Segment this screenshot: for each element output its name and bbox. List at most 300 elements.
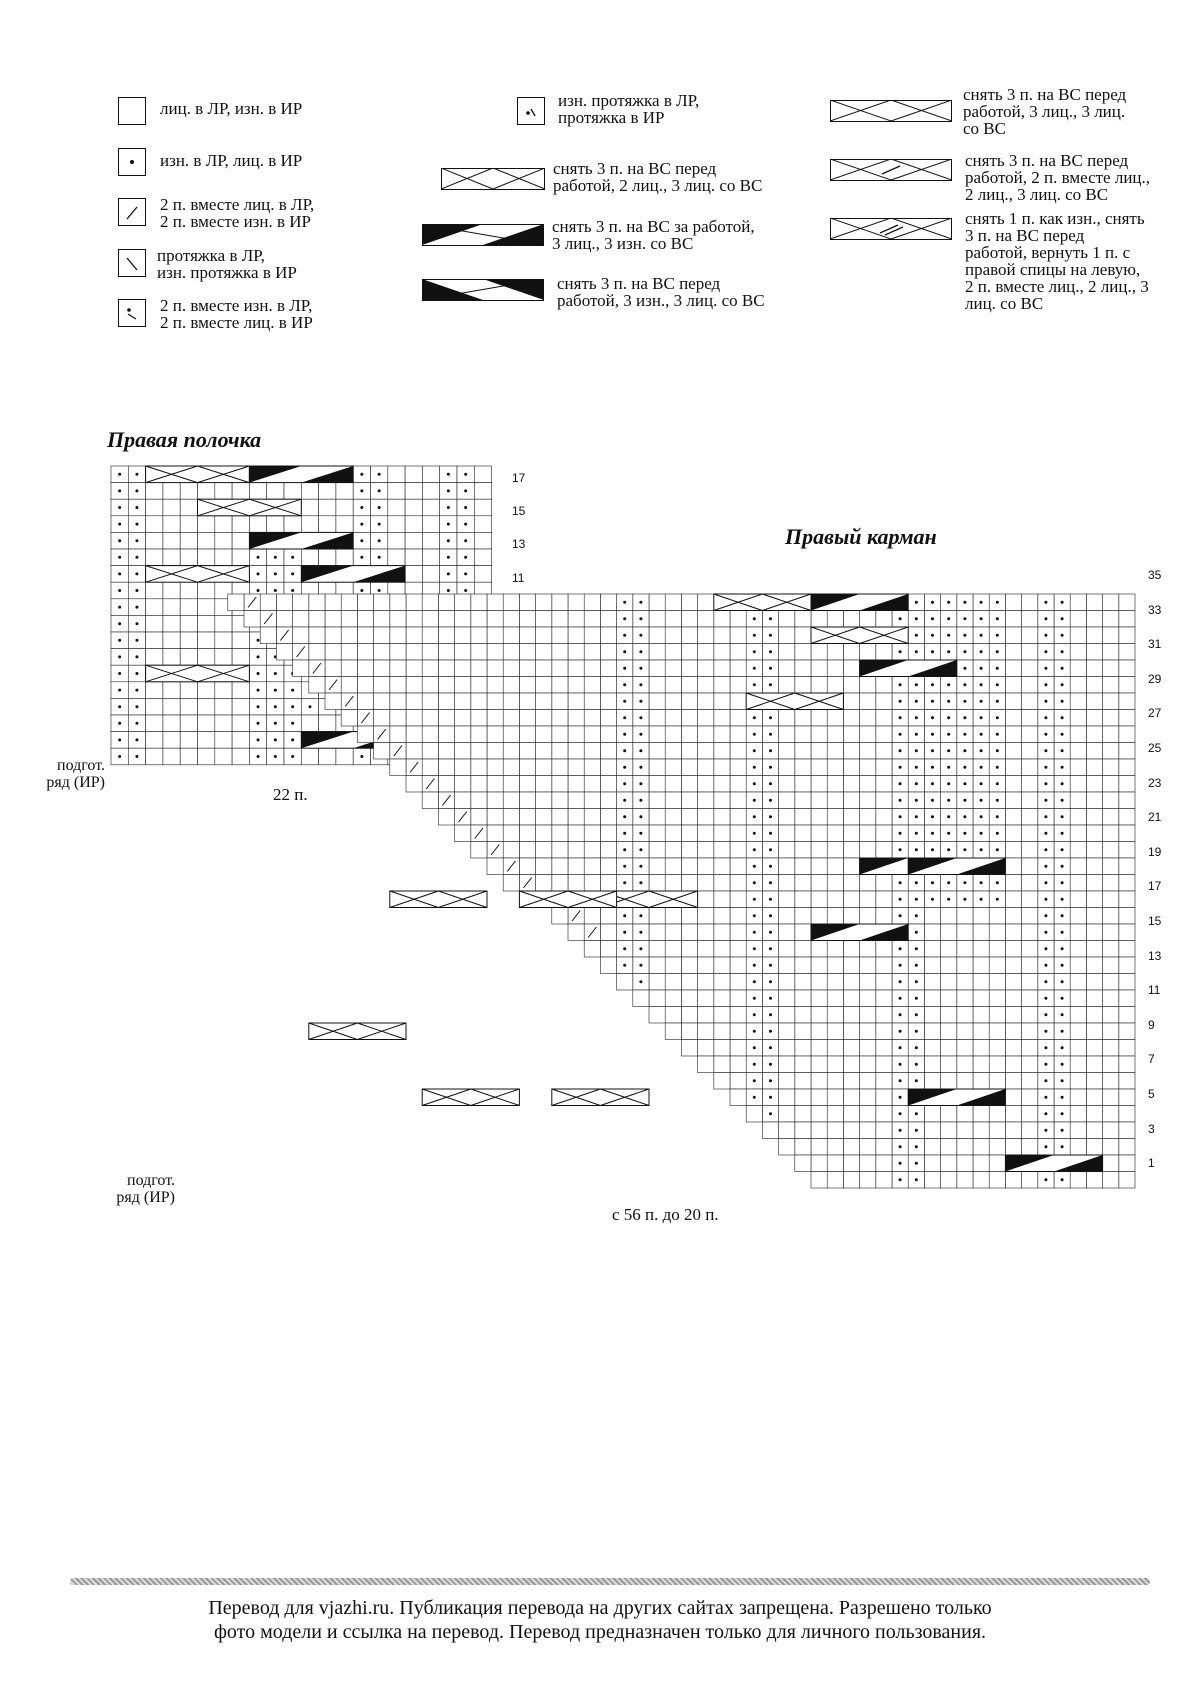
- chart-cell: [584, 594, 600, 611]
- chart-cell: [1070, 644, 1086, 661]
- chart-cell: [1086, 908, 1102, 925]
- chart-cell: [584, 776, 600, 793]
- chart-cell: [180, 483, 197, 500]
- chart-cell: [293, 627, 309, 644]
- purl-dot: [378, 539, 381, 542]
- chart-cell: [487, 858, 503, 875]
- purl-dot: [118, 689, 121, 692]
- chart-cell: [843, 776, 859, 793]
- chart-cell: [665, 825, 681, 842]
- chart-cell: [779, 1089, 795, 1106]
- chart-cell: [860, 1073, 876, 1090]
- chart-cell: [860, 825, 876, 842]
- chart-cell: [1070, 875, 1086, 892]
- purl-dot: [378, 473, 381, 476]
- chart-cell: [860, 875, 876, 892]
- chart-cell: [860, 974, 876, 991]
- chart-cell: [406, 644, 422, 661]
- chart-cell: [1103, 957, 1119, 974]
- purl-dot: [996, 799, 999, 802]
- chart-cell: [374, 693, 390, 710]
- chart-cell: [649, 990, 665, 1007]
- chart-cell: [973, 941, 989, 958]
- purl-dot: [899, 881, 902, 884]
- purl-dot: [639, 716, 642, 719]
- chart-cell: [973, 1155, 989, 1172]
- chart-cell: [941, 990, 957, 1007]
- chart-cell: [1005, 974, 1021, 991]
- chart-cell: [714, 825, 730, 842]
- chart-cell: [1070, 990, 1086, 1007]
- purl-dot: [118, 556, 121, 559]
- chart-cell: [779, 627, 795, 644]
- purl-dot: [769, 1030, 772, 1033]
- chart-cell: [811, 825, 827, 842]
- chart-cell: [795, 1023, 811, 1040]
- purl-dot: [947, 782, 950, 785]
- chart-cell: [957, 1139, 973, 1156]
- chart-cell: [924, 941, 940, 958]
- chart-cell: [309, 594, 325, 611]
- purl-dot: [963, 848, 966, 851]
- purl-dot: [915, 700, 918, 703]
- chart-cell: [536, 842, 552, 859]
- chart-cell: [827, 726, 843, 743]
- chart-cell: [455, 759, 471, 776]
- purl-dot: [639, 815, 642, 818]
- chart-cell: [1119, 693, 1135, 710]
- chart-cell: [584, 693, 600, 710]
- chart-cell: [600, 627, 616, 644]
- chart-cell: [146, 649, 163, 666]
- chart-cell: [1022, 726, 1038, 743]
- chart-cell: [163, 682, 180, 699]
- chart-cell: [1005, 1056, 1021, 1073]
- chart-cell: [422, 792, 438, 809]
- chart-cell: [503, 792, 519, 809]
- chart-cell: [388, 499, 405, 516]
- chart-cell: [941, 908, 957, 925]
- chart-cell: [811, 1023, 827, 1040]
- purl-dot: [1044, 766, 1047, 769]
- chart-cell: [665, 726, 681, 743]
- chart-cell: [552, 660, 568, 677]
- chart-cell: [1022, 990, 1038, 1007]
- chart-cell: [989, 1040, 1005, 1057]
- purl-dot: [135, 705, 138, 708]
- chart-cell: [1086, 941, 1102, 958]
- chart-cell: [471, 759, 487, 776]
- chart-cell: [1022, 1106, 1038, 1123]
- chart-cell: [1022, 594, 1038, 611]
- chart-cell: [1119, 825, 1135, 842]
- chart-cell: [552, 776, 568, 793]
- knit-symbol-icon: [118, 97, 146, 125]
- chart-cell: [146, 483, 163, 500]
- chart-cell: [146, 499, 163, 516]
- purl-dot: [947, 700, 950, 703]
- chart-cell: [649, 776, 665, 793]
- chart-cell: [827, 1122, 843, 1139]
- chart-cell: [503, 693, 519, 710]
- chart-cell: [1086, 677, 1102, 694]
- chart-cell: [649, 759, 665, 776]
- purl-dot: [980, 766, 983, 769]
- chart-cell: [698, 726, 714, 743]
- chart-cell: [284, 516, 301, 533]
- chart-cell: [698, 990, 714, 1007]
- chart-cell: [843, 957, 859, 974]
- chart-cell: [1086, 611, 1102, 628]
- chart-cell: [1070, 743, 1086, 760]
- chart-cell: [1005, 1139, 1021, 1156]
- chart-cell: [779, 726, 795, 743]
- purl-dot: [360, 506, 363, 509]
- chart-cell: [989, 924, 1005, 941]
- chart-cell: [714, 875, 730, 892]
- purl-dot: [899, 832, 902, 835]
- chart-cell: [474, 466, 491, 483]
- chart-cell: [1103, 1139, 1119, 1156]
- legend-item-text: снять 3 п. на ВС перед работой, 2 лиц., 3 лиц. со ВС: [553, 159, 763, 195]
- chart-cell: [811, 957, 827, 974]
- chart-cell: [730, 1040, 746, 1057]
- chart-cell: [681, 594, 697, 611]
- chart-cell: [698, 1007, 714, 1024]
- chart-cell: [1086, 759, 1102, 776]
- chart-cell: [795, 1155, 811, 1172]
- chart-cell: [390, 627, 406, 644]
- purl-dot: [1061, 1145, 1064, 1148]
- purl-dot: [769, 947, 772, 950]
- chart-cell: [1022, 825, 1038, 842]
- chart-cell: [552, 644, 568, 661]
- chart-cell: [1103, 1172, 1119, 1189]
- chart-cell: [552, 875, 568, 892]
- purl-dot: [769, 782, 772, 785]
- chart-cell: [1070, 1007, 1086, 1024]
- chart-cell: [552, 677, 568, 694]
- purl-dot: [980, 683, 983, 686]
- purl-dot: [753, 650, 756, 653]
- purl-dot: [980, 848, 983, 851]
- chart-cell: [301, 516, 318, 533]
- chart-cell: [827, 1155, 843, 1172]
- chart-cell: [714, 644, 730, 661]
- chart-cell: [1005, 875, 1021, 892]
- chart-cell: [941, 1023, 957, 1040]
- legend-item-text: снять 3 п. на ВС перед работой, 2 п. вместе лиц., 2 лиц., 3 лиц. со ВС: [965, 151, 1151, 204]
- chart-cell: [405, 532, 422, 549]
- purl-dot: [753, 1063, 756, 1066]
- chart-cell: [730, 660, 746, 677]
- chart-cell: [503, 611, 519, 628]
- chart-cell: [681, 693, 697, 710]
- chart-cell: [260, 594, 276, 611]
- chart-cell: [584, 825, 600, 842]
- chart-cell: [536, 809, 552, 826]
- chart-cell: [665, 1007, 681, 1024]
- chart-cell: [730, 957, 746, 974]
- chart-cell: [681, 660, 697, 677]
- chart-cell: [1005, 677, 1021, 694]
- chart-cell: [714, 809, 730, 826]
- chart-cell: [730, 792, 746, 809]
- purl-dot: [1044, 1145, 1047, 1148]
- purl-dot: [1061, 997, 1064, 1000]
- chart-cell: [681, 611, 697, 628]
- chart-cell: [1119, 1023, 1135, 1040]
- chart-cell: [163, 632, 180, 649]
- chart-cell: [681, 809, 697, 826]
- chart-cell: [989, 1073, 1005, 1090]
- chart-cell: [681, 759, 697, 776]
- chart-cell: [471, 743, 487, 760]
- chart-cell: [795, 974, 811, 991]
- chart-cell: [336, 483, 353, 500]
- chart-cell: [568, 644, 584, 661]
- cable-cross: [309, 1023, 406, 1040]
- chart-cell: [1070, 792, 1086, 809]
- chart-cell: [1070, 611, 1086, 628]
- purl-dot: [996, 898, 999, 901]
- chart-cell: [957, 1106, 973, 1123]
- k2tog-slash-icon: [118, 198, 146, 226]
- chart-cell: [681, 875, 697, 892]
- chart-cell: [600, 677, 616, 694]
- chart-cell: [1086, 842, 1102, 859]
- chart-cell: [309, 611, 325, 628]
- chart-cell: [487, 825, 503, 842]
- chart-cell: [1103, 990, 1119, 1007]
- chart-cell: [698, 1040, 714, 1057]
- chart-cell: [422, 726, 438, 743]
- chart-cell: [1103, 809, 1119, 826]
- purl-dot: [1044, 865, 1047, 868]
- chart-cell: [843, 809, 859, 826]
- purl-dot: [963, 881, 966, 884]
- purl-dot: [1044, 683, 1047, 686]
- purl-dot: [378, 523, 381, 526]
- chart-cell: [649, 644, 665, 661]
- chart-title-right-front: Правая полочка: [107, 427, 262, 452]
- chart-cell: [860, 792, 876, 809]
- chart-cell: [795, 627, 811, 644]
- chart-cell: [276, 594, 292, 611]
- chart-cell: [1103, 842, 1119, 859]
- chart-cell: [795, 908, 811, 925]
- chart-cell: [730, 875, 746, 892]
- chart-cell: [1070, 1172, 1086, 1189]
- purl-dot: [464, 556, 467, 559]
- chart-cell: [388, 466, 405, 483]
- chart-cell: [649, 842, 665, 859]
- chart-cell: [1005, 1023, 1021, 1040]
- cable-cross: [198, 499, 302, 516]
- chart-cell: [487, 809, 503, 826]
- chart-cell: [876, 776, 892, 793]
- chart-cell: [1103, 1040, 1119, 1057]
- row-number: 13: [512, 537, 526, 552]
- chart-cell: [973, 1056, 989, 1073]
- chart-cell: [876, 875, 892, 892]
- chart-cell: [827, 1040, 843, 1057]
- chart-cell: [698, 875, 714, 892]
- chart-cell: [779, 974, 795, 991]
- chart-cell: [779, 611, 795, 628]
- chart-cell: [665, 858, 681, 875]
- purl-dot: [963, 601, 966, 604]
- chart-cell: [714, 1056, 730, 1073]
- chart-cell: [536, 611, 552, 628]
- chart-cell: [422, 516, 439, 533]
- chart-cell: [1119, 1139, 1135, 1156]
- chart-cell: [260, 627, 276, 644]
- chart-cell: [600, 594, 616, 611]
- chart-cell: [1086, 644, 1102, 661]
- chart-cell: [584, 759, 600, 776]
- legend-item-text: снять 3 п. на ВС перед работой, 3 изн., 3 лиц. со ВС: [557, 274, 765, 310]
- purl-dot: [118, 705, 121, 708]
- chart-cell: [552, 627, 568, 644]
- purl-dot: [769, 650, 772, 653]
- chart-cell: [779, 743, 795, 760]
- chart-cell: [941, 1056, 957, 1073]
- purl-dot: [1061, 815, 1064, 818]
- chart-cell: [860, 743, 876, 760]
- chart-cell: [438, 644, 454, 661]
- chart-cell: [714, 924, 730, 941]
- purl-dot: [931, 848, 934, 851]
- chart-cell: [795, 924, 811, 941]
- purl-dot: [899, 1013, 902, 1016]
- purl-dot: [447, 556, 450, 559]
- chart-cell: [552, 710, 568, 727]
- chart-cell: [1022, 908, 1038, 925]
- purl-dot: [931, 617, 934, 620]
- chart-cell: [973, 1023, 989, 1040]
- purl-dot: [1061, 1178, 1064, 1181]
- chart-cell: [876, 1172, 892, 1189]
- purl-dot: [1061, 766, 1064, 769]
- legend-item-text: протяжка в ЛР, изн. протяжка в ИР: [157, 246, 297, 282]
- chart-cell: [698, 693, 714, 710]
- purl-dot: [135, 523, 138, 526]
- chart-cell: [779, 1056, 795, 1073]
- purl-dot: [915, 617, 918, 620]
- chart-cell: [1086, 1089, 1102, 1106]
- chart-cell: [1005, 644, 1021, 661]
- chart-cell: [390, 710, 406, 727]
- purl-dot: [899, 898, 902, 901]
- chart-cell: [827, 1089, 843, 1106]
- chart-cell: [714, 957, 730, 974]
- chart-cell: [698, 809, 714, 826]
- chart-cell: [779, 677, 795, 694]
- chart-cell: [1022, 875, 1038, 892]
- chart-cell: [146, 715, 163, 732]
- purl-dot: [753, 980, 756, 983]
- chart-cell: [519, 627, 535, 644]
- chart-cell: [503, 594, 519, 611]
- chart-cell: [795, 759, 811, 776]
- chart-cell: [198, 483, 215, 500]
- chart-cell: [568, 611, 584, 628]
- chart-cell: [552, 743, 568, 760]
- chart-cell: [876, 710, 892, 727]
- chart-cell: [811, 611, 827, 628]
- purl-dot: [899, 1079, 902, 1082]
- purl-dot: [1061, 650, 1064, 653]
- purl-dot: [623, 848, 626, 851]
- chart-cell: [860, 842, 876, 859]
- purl-dot: [447, 489, 450, 492]
- chart-cell: [487, 792, 503, 809]
- chart-cell: [730, 1089, 746, 1106]
- chart-cell: [827, 660, 843, 677]
- chart-cell: [827, 1073, 843, 1090]
- chart-cell: [325, 627, 341, 644]
- row-number: 35: [1148, 568, 1162, 582]
- chart-cell: [1005, 759, 1021, 776]
- purl-dot: [899, 1145, 902, 1148]
- chart-cell: [730, 941, 746, 958]
- purl-dot: [1061, 1112, 1064, 1115]
- purl-dot: [947, 749, 950, 752]
- purl-dot: [639, 931, 642, 934]
- chart-cell: [487, 726, 503, 743]
- chart-cell: [779, 957, 795, 974]
- purl-dot: [1061, 601, 1064, 604]
- purl-dot: [623, 964, 626, 967]
- chart-cell: [487, 627, 503, 644]
- purl-dot: [899, 1063, 902, 1066]
- chart-cell: [584, 792, 600, 809]
- chart-cell: [1022, 792, 1038, 809]
- purl-dot: [753, 848, 756, 851]
- chart-cell: [795, 1122, 811, 1139]
- chart-cell: [1070, 677, 1086, 694]
- chart-cell: [665, 776, 681, 793]
- chart-cell: [163, 516, 180, 533]
- purl-dot: [118, 722, 121, 725]
- chart-cell: [568, 627, 584, 644]
- chart-cell: [681, 677, 697, 694]
- chart-cell: [487, 776, 503, 793]
- purl-dot: [464, 539, 467, 542]
- purl-dot: [915, 964, 918, 967]
- purl-dot: [135, 489, 138, 492]
- purl-dot: [899, 782, 902, 785]
- chart-cell: [779, 842, 795, 859]
- purl-dot-icon: [118, 148, 146, 176]
- chart-cell: [519, 644, 535, 661]
- purl-dot: [753, 782, 756, 785]
- chart-cell: [876, 957, 892, 974]
- chart-cell: [973, 1139, 989, 1156]
- chart-cell: [1103, 759, 1119, 776]
- chart-cell: [438, 611, 454, 628]
- chart-cell: [876, 759, 892, 776]
- purl-dot: [639, 733, 642, 736]
- chart-cell: [957, 941, 973, 958]
- purl-dot: [135, 689, 138, 692]
- chart-cell: [1022, 858, 1038, 875]
- chart-cell: [665, 743, 681, 760]
- chart-cell: [1119, 1106, 1135, 1123]
- chart-cell: [519, 743, 535, 760]
- chart-cell: [649, 743, 665, 760]
